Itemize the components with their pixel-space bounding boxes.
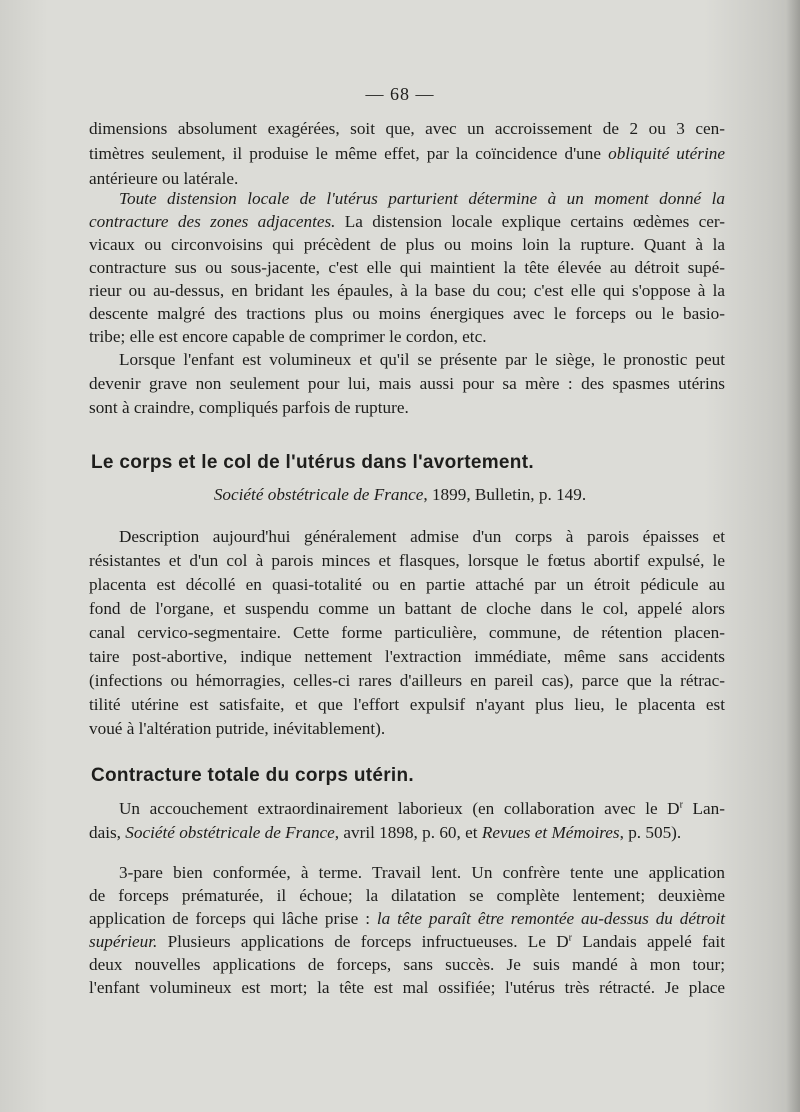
text-line: application de forceps qui lâche prise : la tête paraît être remontée au-dessus du détroit: [89, 909, 725, 928]
text-line: deux nouvelles applications de forceps, sans succès. Je suis mandé à mon tour;: [89, 955, 725, 974]
text-line: placenta est décollé en quasi-totalité ou en partie attaché par un étroit pédicule au: [89, 575, 725, 594]
text-line: supérieur. Plusieurs applications de forceps infructueuses. Le $D^r$ Landais appelé fait: [89, 932, 725, 951]
text-line: Toute distension locale de l'utérus parturient détermine à un moment donné la: [119, 189, 725, 208]
page-gutter-shadow: [786, 0, 800, 1112]
text-line: timètres seulement, il produise le même effet, par la coïncidence d'une obliquité utérine: [89, 144, 725, 163]
text-line: descente malgré des tractions plus ou moins énergiques avec le forceps ou le basio-: [89, 304, 725, 323]
text-line: sont à craindre, compliqués parfois de rupture.: [89, 398, 409, 417]
text-line: dimensions absolument exagérées, soit que, avec un accroissement de 2 ou 3 cen-: [89, 119, 725, 138]
text-line: contracture des zones adjacentes. La distension locale explique certains œdèmes cer-: [89, 212, 726, 231]
section-heading-contracture: Contracture totale du corps utérin.: [91, 765, 414, 786]
text-line: voué à l'altération putride, inévitablement).: [89, 719, 386, 738]
text-line: 3-pare bien conformée, à terme. Travail lent. Un confrère tente une application: [119, 863, 725, 882]
text-line: devenir grave non seulement pour lui, mais aussi pour sa mère : des spasmes utérins: [89, 374, 725, 393]
text-line: dais, Société obstétricale de France, avril 1898, p. 60, et Revues et Mémoires, p. 505).: [89, 823, 682, 842]
text-line: canal cervico-segmentaire. Cette forme particulière, commune, de rétention placen-: [89, 623, 725, 642]
page-number: — 68 —: [365, 84, 435, 104]
text-line: vicaux ou circonvoisins qui précèdent de plus ou moins loin la rupture. Quant à la: [89, 235, 725, 254]
text-line: fond de l'organe, et suspendu comme un battant de cloche dans le col, appelé alors: [89, 599, 725, 618]
text-line: résistantes et d'un col à parois minces et flasques, lorsque le fœtus abortif expulsé, le: [89, 551, 725, 570]
text-line: de forceps prématurée, il échoue; la dilatation se complète lentement; deuxième: [89, 886, 725, 905]
text-line: tilité utérine est satisfaite, et que l'effort expulsif n'ayant plus lieu, le placenta est: [89, 695, 725, 714]
text-line: Un accouchement extraordinairement laborieux (en collaboration avec le $D^r$ Lan-: [119, 799, 725, 818]
text-line: contracture sus ou sous-jacente, c'est elle qui maintient la tête élevée au détroit supé-: [89, 258, 725, 277]
text-line: l'enfant volumineux est mort; la tête est mal ossifiée; l'utérus très rétracté. Je place: [89, 978, 725, 997]
text-line: rieur ou au-dessus, en bridant les épaules, à la base du cou; c'est elle qui s'oppose à la: [89, 281, 725, 300]
section-citation: Société obstétricale de France, 1899, Bulletin, p. 149.: [213, 485, 587, 504]
text-line: tribe; elle est encore capable de comprimer le cordon, etc.: [89, 327, 487, 346]
text-line: Lorsque l'enfant est volumineux et qu'il se présente par le siège, le pronostic peut: [119, 350, 725, 369]
text-line: taire post-abortive, indique nettement l'extraction immédiate, même sans accidents: [89, 647, 725, 666]
text-line: (infections ou hémorragies, celles-ci rares d'ailleurs en pareil cas), parce que la rétrac-: [89, 671, 725, 690]
text-line: antérieure ou latérale.: [89, 169, 239, 188]
text-line: Description aujourd'hui généralement admise d'un corps à parois épaisses et: [119, 527, 725, 546]
section-heading-avortement: Le corps et le col de l'utérus dans l'avortement.: [91, 452, 534, 473]
